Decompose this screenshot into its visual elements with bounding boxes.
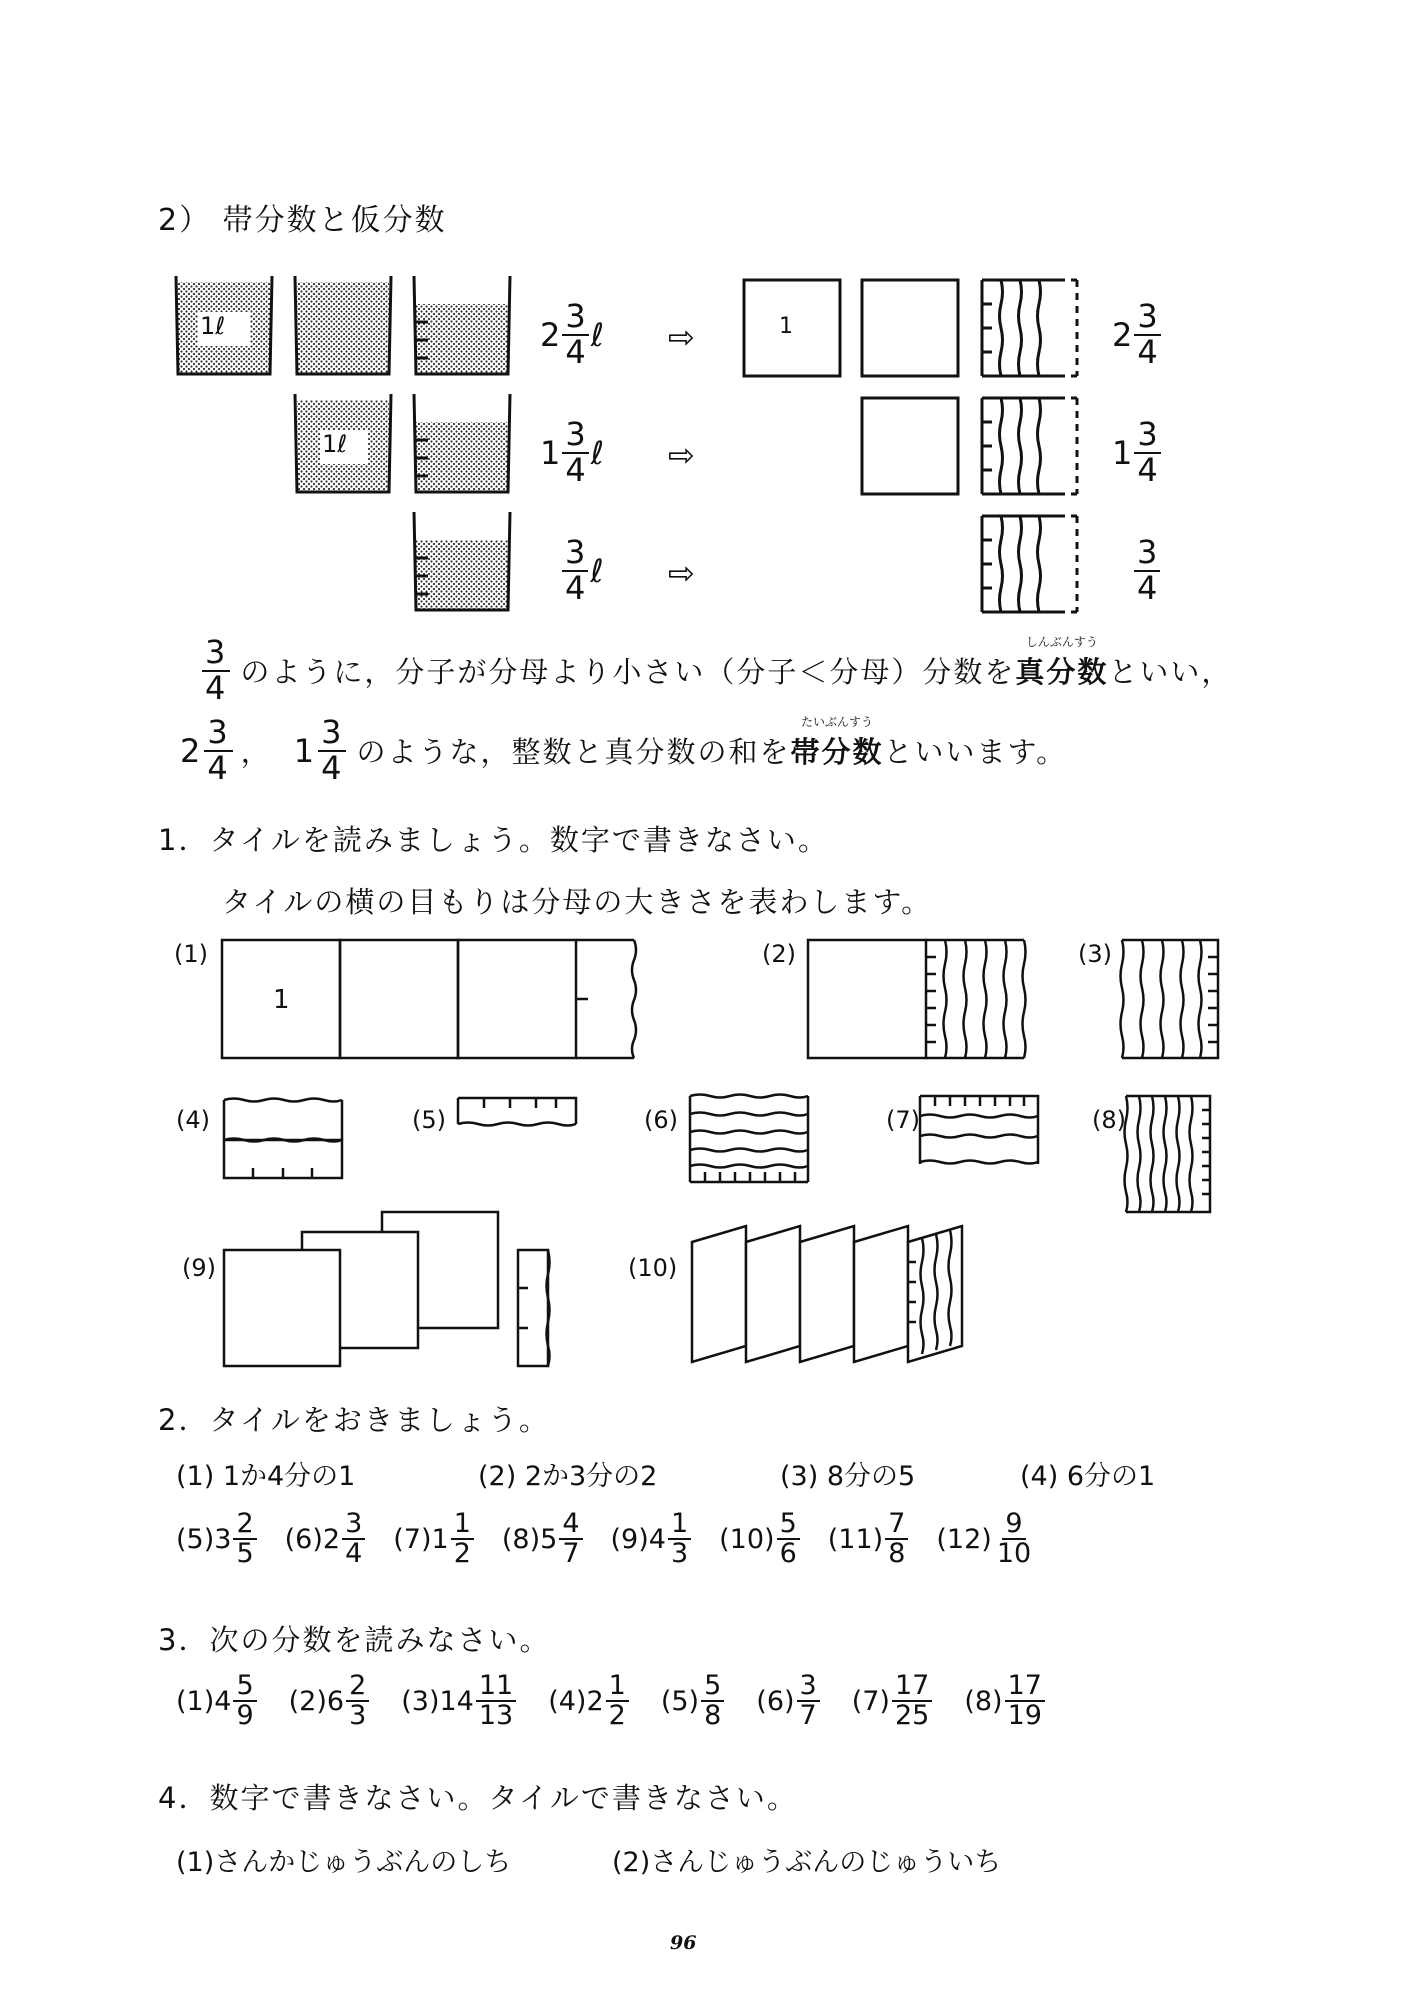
tile-label: 1: [779, 314, 793, 339]
beaker-amount: $\frac{3}{4}$ ℓ: [560, 536, 604, 605]
beaker-1l-label: 1ℓ: [200, 312, 226, 340]
q3-fraction-item: (8) $\frac{17}{19}$: [964, 1672, 1047, 1731]
item-label: (4): [176, 1106, 210, 1134]
beaker-amount: 2 $\frac{3}{4}$ ℓ: [540, 297, 604, 371]
page-number: 96: [670, 1932, 697, 1954]
q3-fraction-row: [176, 1672, 1226, 1731]
q3-fraction-item: (5) $\frac{5}{8}$: [661, 1672, 726, 1731]
q2-item: (2) 2か3分の2: [478, 1461, 658, 1492]
question-4-heading: 4．数字で書きなさい。タイルで書きなさい。: [158, 1781, 798, 1815]
q3-fraction-item: (2) 6 $\frac{2}{3}$: [289, 1672, 372, 1731]
q2-item: (1) 1か4分の1: [176, 1461, 356, 1492]
definition-line-2: 2 $\frac{3}{4}$ ， 1 $\frac{3}{4}$ のような，整数と真分数の和を たいぶんすう 帯分数 といいます。: [180, 713, 1068, 787]
q2-fraction-item: (11) $\frac{7}{8}$: [828, 1510, 911, 1569]
item-label: (6): [644, 1106, 678, 1134]
tile-label: 1: [273, 985, 290, 1015]
q2-item: (4) 6分の1: [1020, 1461, 1156, 1492]
arrow-icon: ⇨: [668, 318, 695, 356]
result-fraction: $\frac{3}{4}$: [1132, 536, 1162, 605]
q2-fraction-item: (8) 5 $\frac{4}{7}$: [502, 1510, 585, 1569]
question-1-note: タイルの横の目もりは分母の大きさを表わします。: [222, 885, 933, 919]
result-fraction: 2 $\frac{3}{4}$: [1112, 300, 1163, 369]
q3-fraction-item: (6) $\frac{3}{7}$: [756, 1672, 821, 1731]
q3-fraction-item: (4) 2 $\frac{1}{2}$: [548, 1672, 631, 1731]
q2-fraction-row: [176, 1510, 1276, 1569]
item-label: (3): [1078, 940, 1112, 968]
beaker-amount: 1 $\frac{3}{4}$ ℓ: [540, 415, 604, 489]
item-label: (5): [412, 1106, 446, 1134]
definition-line-1: $\frac{3}{4}$ のように，分子が分母より小さい（分子＜分母）分数を しんぶんすう 真分数 といい，: [200, 636, 1232, 705]
q2-fraction-item: (7) 1 $\frac{1}{2}$: [393, 1510, 476, 1569]
result-fraction: 1 $\frac{3}{4}$: [1112, 418, 1163, 487]
arrow-icon: ⇨: [668, 436, 695, 474]
question-1-heading: 1．タイルを読みましょう。数字で書きなさい。: [158, 823, 829, 857]
q2-fraction-item: (10) $\frac{5}{6}$: [719, 1510, 802, 1569]
item-label: (9): [182, 1254, 216, 1282]
q3-fraction-item: (3) 14 $\frac{11}{13}$: [401, 1672, 518, 1731]
question-3-heading: 3．次の分数を読みなさい。: [158, 1623, 551, 1657]
q4-item: (1)さんかじゅうぶんのしち: [176, 1847, 512, 1878]
beaker-1l-label: 1ℓ: [322, 430, 348, 458]
q2-fraction-item: (6) 2 $\frac{3}{4}$: [285, 1510, 368, 1569]
section-title: 2） 帯分数と仮分数: [158, 203, 447, 238]
q2-fraction-item: (12) $\frac{9}{10}$: [936, 1508, 1032, 1570]
question-2-heading: 2．タイルをおきましょう。: [158, 1403, 550, 1437]
item-label: (8): [1092, 1106, 1126, 1134]
item-label: (7): [886, 1106, 920, 1134]
q2-item: (3) 8分の5: [780, 1461, 916, 1492]
q3-fraction-item: (7) $\frac{17}{25}$: [852, 1672, 935, 1731]
item-label: (2): [762, 940, 796, 968]
q3-fraction-item: (1) 4 $\frac{5}{9}$: [176, 1672, 259, 1731]
arrow-icon: ⇨: [668, 554, 695, 592]
item-label: (10): [628, 1254, 678, 1282]
item-label: (1): [174, 940, 208, 968]
q2-fraction-item: (9) 4 $\frac{1}{3}$: [611, 1510, 694, 1569]
q4-item: (2)さんじゅうぶんのじゅういち: [612, 1847, 1002, 1878]
q2-fraction-item: (5) 3 $\frac{2}{5}$: [176, 1510, 259, 1569]
